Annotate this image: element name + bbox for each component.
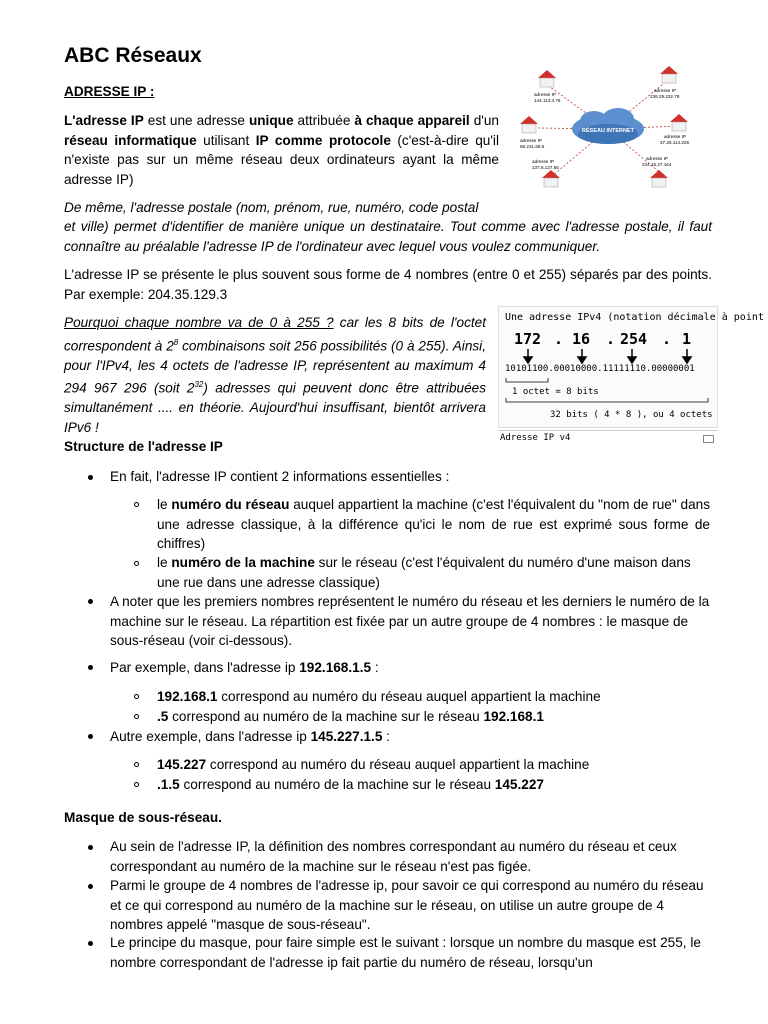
octet-3: 254 [620, 330, 648, 348]
ipv4-caption-bottom: Adresse IP v4 [500, 433, 571, 443]
structure-sub-2: le numéro de la machine sur le réseau (c'est l'équivalent du numéro d'une maison dans une rue dans une adresse classique) [157, 555, 691, 590]
structure-sub-1: le numéro du réseau auquel appartient la machine (c'est l'équivalent du "nom de rue" dans une adresse classique, à la différence qu'ici le nom de rue est exprimé sous forme de chiffres) [157, 497, 710, 551]
bullet-icon [88, 941, 93, 946]
total-note: 32 bits ( 4 * 8 ), ou 4 octets [550, 410, 713, 420]
node-ip: 236.29.232.78 [650, 94, 680, 99]
sub-bullet-icon [134, 502, 139, 507]
bullet-icon [88, 475, 93, 480]
house-icon [650, 170, 668, 187]
structure-bullet-2: A noter que les premiers nombres représentent le numéro du réseau et les derniers le numéro de la machine sur le réseau. La répartition est fixée par un autre groupe de 4 nombres : le masque de sous-réseau (voir ci-dessous). [110, 594, 710, 648]
mask-bullet-1: Au sein de l'adresse IP, la définition des nombres correspondant au numéro du réseau et ceux correspondant au numéro de la machine sur le réseau n'est pas figée. [110, 839, 677, 874]
enlarge-icon[interactable] [703, 435, 714, 443]
binary-row: 10101100.00010000.11111110.00000001 [505, 364, 695, 374]
node-ip: 144.113.4.78 [534, 98, 561, 103]
intro-paragraph: L'adresse IP est une adresse unique attribuée à chaque appareil d'un réseau informatique utilisant IP comme protocole (c'est-à-dire qu'il n'existe pas sur un même réseau deux ordinateurs ayant la même adresse IP) [64, 113, 499, 187]
bullet-icon [88, 599, 93, 604]
sub-bullet-icon [134, 762, 139, 767]
structure-bullet-1: En fait, l'adresse IP contient 2 informations essentielles : [110, 469, 450, 484]
mask-bullet-3: Le principe du masque, pour faire simple est le suivant : lorsque un nombre du masque est 255, le nombre correspondant de l'adresse ip fait partie du numéro de réseau, lorsqu'un [110, 935, 701, 970]
house-icon [660, 66, 678, 83]
bullet-icon [88, 845, 93, 850]
postal-paragraph: et ville) permet d'identifier de manière unique un destinataire. Tout comme avec l'adresse postale, il faut connaître au préalable l'adresse IP de l'ordinateur avec lequel vous voulez communiquer. [64, 219, 712, 254]
ipv4-caption-bar [498, 430, 718, 447]
down-arrows [498, 348, 716, 364]
cloud-icon [572, 108, 644, 144]
why-paragraph: Pourquoi chaque nombre va de 0 à 255 ? car les 8 bits de l'octet correspondent à $2^8$ combinaisons soit 256 possibilités (0 à 255). Ainsi, pour l'IPv4, les 4 octets de l'adresse IP, représentent au maximum 4 294 967 296 (soit $2^{32}$) adresses qui peuvent donc être attribuées simultanément .... en théorie. Aujourd'hui insuffisant, bientôt arrivera IPv6 ! [64, 315, 486, 435]
octet-1: 172 [514, 330, 542, 348]
structure-sub-4: .5 correspond au numéro de la machine sur le réseau 192.168.1 [157, 709, 544, 724]
octet-2: 16 [572, 330, 591, 348]
ipv4-figure: Une adresse IPv4 (notation décimale à point 172 . 16 . 254 . 1 10101100.00010000.11111110.00000001 1 octet = 8 bits 32 bits ( 4 * 8 ), ou 4 octets Adresse IP v4 [498, 306, 718, 446]
sub-bullet-icon [134, 782, 139, 787]
mask-heading: Masque de sous-réseau. [64, 810, 222, 825]
house-icon [542, 170, 560, 187]
node-label: adresse IP [664, 134, 686, 139]
network-diagram-figure [518, 66, 698, 192]
node-label: adresse IP [646, 156, 668, 161]
bullet-icon [88, 734, 93, 739]
structure-sub-5: 145.227 correspond au numéro du réseau auquel appartient la machine [157, 757, 590, 772]
postal-paragraph-line1: De même, l'adresse postale (nom, prénom, rue, numéro, code postal [64, 200, 479, 215]
structure-sub-3: 192.168.1 correspond au numéro du réseau auquel appartient la machine [157, 689, 601, 704]
node-ip: 234.16.27.164 [642, 162, 672, 167]
section-heading-ip: ADRESSE IP : [64, 84, 155, 99]
node-label: adresse IP [534, 92, 556, 97]
cloud-label: RÉSEAU INTERNET [582, 128, 634, 134]
document-title: ABC Réseaux [64, 44, 202, 67]
node-ip: 37.26.114.225 [660, 140, 690, 145]
node-label: adresse IP [520, 138, 542, 143]
house-icon [670, 114, 688, 131]
structure-bullet-4: Autre exemple, dans l'adresse ip 145.227.1.5 : [110, 729, 390, 744]
structure-sub-6: .1.5 correspond au numéro de la machine sur le réseau 145.227 [157, 777, 544, 792]
structure-heading: Structure de l'adresse IP [64, 439, 223, 454]
sub-bullet-icon [134, 561, 139, 566]
house-icon [538, 70, 556, 87]
ipv4-caption-top: Une adresse IPv4 (notation décimale à point [505, 312, 764, 323]
mask-bullet-2: Parmi le groupe de 4 nombres de l'adresse ip, pour savoir ce qui correspond au numéro du réseau et ce qui correspond au numéro de la machine sur le réseau, on utilise un autre groupe de 4 nombres appelé "masque de sous-réseau". [110, 878, 704, 932]
house-icon [520, 116, 538, 133]
node-label: adresse IP [532, 159, 554, 164]
bullet-icon [88, 884, 93, 889]
bullet-icon [88, 665, 93, 670]
node-label: adresse IP [654, 88, 676, 93]
format-paragraph: L'adresse IP se présente le plus souvent sous forme de 4 nombres (entre 0 et 255) séparés par des points. Par exemple: 204.35.129.3 [64, 267, 712, 302]
node-ip: 237.6.127.65 [532, 165, 559, 170]
sub-bullet-icon [134, 694, 139, 699]
structure-bullet-3: Par exemple, dans l'adresse ip 192.168.1.5 : [110, 660, 379, 675]
octet-note: 1 octet = 8 bits [512, 387, 599, 397]
sub-bullet-icon [134, 714, 139, 719]
node-ip: 68.231.66.5 [520, 144, 545, 149]
octet-4: 1 [682, 330, 692, 348]
